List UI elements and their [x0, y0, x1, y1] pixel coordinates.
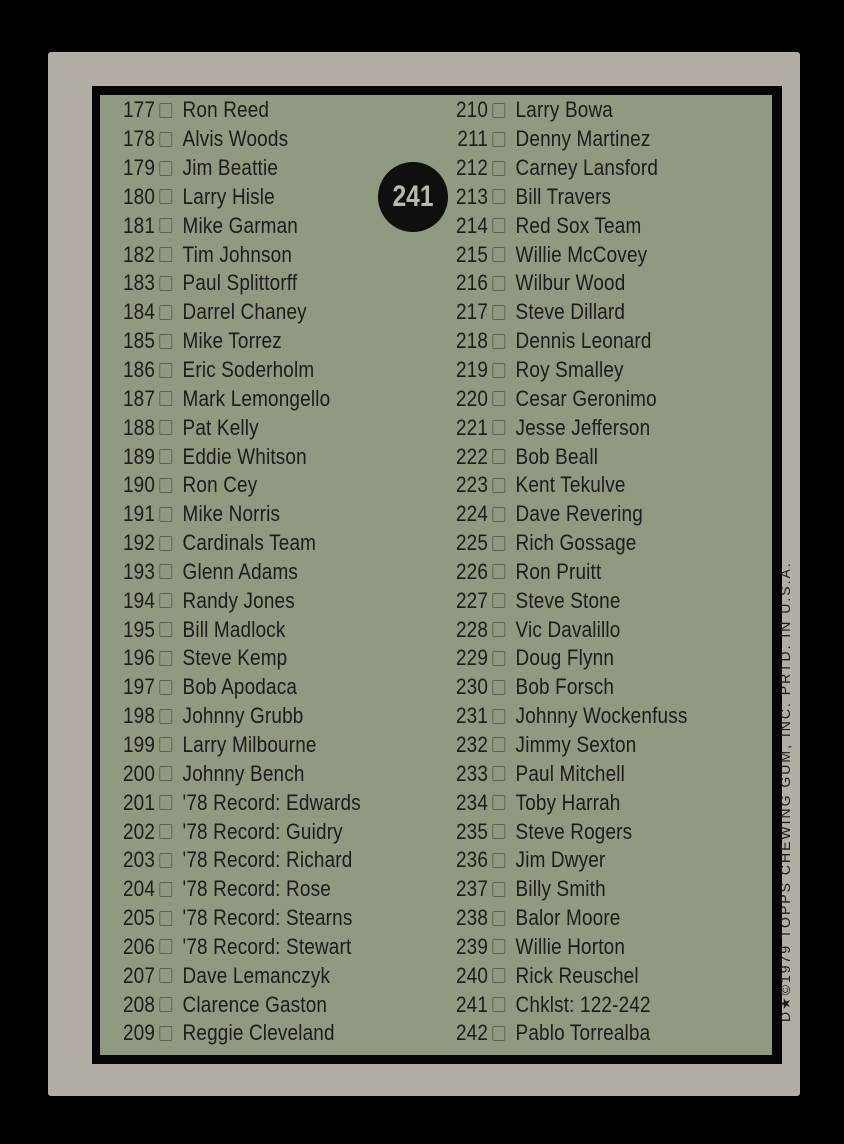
checkbox[interactable]: [159, 997, 172, 1012]
player-name: Toby Harrah: [515, 789, 621, 815]
checklist-item: [433, 413, 687, 442]
card-number-label: 225: [455, 530, 489, 556]
card-number-label: 222: [455, 443, 489, 469]
card-number-label: 193: [122, 558, 156, 584]
card-number-label: 226: [455, 558, 489, 584]
checklist-item: [100, 298, 361, 327]
card-number-label: 186: [122, 357, 156, 383]
checklist-item: [433, 183, 687, 212]
card-number-label: 190: [122, 472, 156, 498]
checkbox[interactable]: [492, 651, 505, 666]
player-name: Ron Cey: [182, 472, 258, 498]
card-number: 241: [392, 180, 434, 213]
card-number-label: 208: [122, 991, 156, 1017]
checkbox[interactable]: [159, 968, 172, 983]
player-name: Johnny Bench: [182, 760, 305, 786]
checklist-item: [100, 413, 361, 442]
checkbox[interactable]: [159, 651, 172, 666]
checkbox[interactable]: [492, 449, 505, 464]
card-number-label: 200: [122, 760, 156, 786]
card-number-label: 183: [122, 270, 156, 296]
checklist-item: [100, 211, 361, 240]
card-number-label: 206: [122, 933, 156, 959]
card-number-label: 228: [455, 616, 489, 642]
player-name: Bill Travers: [515, 183, 612, 209]
checklist-item: [100, 731, 361, 760]
player-name: Mike Torrez: [182, 328, 282, 354]
checkbox[interactable]: [492, 218, 505, 233]
player-name: Rick Reuschel: [515, 962, 639, 988]
checklist-item: [100, 471, 361, 500]
checkbox[interactable]: [159, 305, 172, 320]
card-number-label: 182: [122, 241, 156, 267]
card-number-label: 178: [122, 126, 156, 152]
player-name: Chklst: 122-242: [515, 991, 651, 1017]
card-number-label: 238: [455, 905, 489, 931]
checkbox[interactable]: [159, 478, 172, 493]
player-name: Bill Madlock: [182, 616, 286, 642]
player-name: Pat Kelly: [182, 414, 259, 440]
checklist-item: [433, 817, 687, 846]
player-name: Alvis Woods: [182, 126, 289, 152]
player-name: Clarence Gaston: [182, 991, 328, 1017]
card-number-label: 203: [122, 847, 156, 873]
checklist-item: [433, 327, 687, 356]
player-name: Dave Lemanczyk: [182, 962, 331, 988]
checkbox[interactable]: [159, 939, 172, 954]
player-name: Randy Jones: [182, 587, 295, 613]
checkbox[interactable]: [492, 247, 505, 262]
player-name: Bob Beall: [515, 443, 599, 469]
card-number-label: 232: [455, 731, 489, 757]
checkbox[interactable]: [492, 968, 505, 983]
player-name: Bob Forsch: [515, 674, 615, 700]
checklist-item: [433, 298, 687, 327]
player-name: Cesar Geronimo: [515, 385, 657, 411]
player-name: '78 Record: Edwards: [182, 789, 361, 815]
checkbox[interactable]: [492, 853, 505, 868]
card-number-label: 216: [455, 270, 489, 296]
card-number-label: 210: [455, 97, 489, 123]
card-number-label: 196: [122, 645, 156, 671]
checklist-item: [433, 125, 687, 154]
card-number-label: 202: [122, 818, 156, 844]
checkbox[interactable]: [159, 795, 172, 810]
card-number-label: 230: [455, 674, 489, 700]
player-name: Balor Moore: [515, 905, 621, 931]
player-name: '78 Record: Stearns: [182, 905, 353, 931]
checkbox[interactable]: [159, 161, 172, 176]
checkbox[interactable]: [159, 420, 172, 435]
checklist-item: [100, 615, 361, 644]
checkbox[interactable]: [492, 766, 505, 781]
checklist-item: [433, 788, 687, 817]
player-name: Eric Soderholm: [182, 357, 315, 383]
checkbox[interactable]: [159, 218, 172, 233]
checkbox[interactable]: [492, 680, 505, 695]
player-name: Mark Lemongello: [182, 385, 331, 411]
right-column: [433, 96, 729, 1048]
card-number-label: 201: [122, 789, 156, 815]
player-name: Vic Davalillo: [515, 616, 621, 642]
player-name: Steve Stone: [515, 587, 621, 613]
checklist-item: [100, 817, 361, 846]
checkbox[interactable]: [492, 737, 505, 752]
player-name: Dave Revering: [515, 501, 643, 527]
player-name: Larry Milbourne: [182, 731, 317, 757]
checkbox[interactable]: [159, 247, 172, 262]
checkbox[interactable]: [492, 334, 505, 349]
checkbox[interactable]: [159, 1026, 172, 1041]
card-number-label: 221: [455, 414, 489, 440]
checklist-item: [433, 384, 687, 413]
checkbox[interactable]: [159, 824, 172, 839]
checkbox[interactable]: [159, 622, 172, 637]
checklist-item: [100, 125, 361, 154]
checkbox[interactable]: [159, 564, 172, 579]
card-number-label: 181: [122, 212, 156, 238]
checkbox[interactable]: [159, 680, 172, 695]
checklist-item: [100, 384, 361, 413]
player-name: Willie Horton: [515, 933, 626, 959]
checkbox[interactable]: [492, 709, 505, 724]
checklist-item: [100, 875, 361, 904]
checklist-item: [433, 442, 687, 471]
checklist-item: [433, 846, 687, 875]
checklist-item: [100, 269, 361, 298]
player-name: Steve Dillard: [515, 299, 626, 325]
player-name: Tim Johnson: [182, 241, 293, 267]
player-name: Jesse Jefferson: [515, 414, 651, 440]
card-number-label: 235: [455, 818, 489, 844]
checklist-item: [100, 558, 361, 587]
card-number-label: 195: [122, 616, 156, 642]
checklist-item: [433, 932, 687, 961]
checklist-item: [433, 356, 687, 385]
card-number-label: 241: [455, 991, 489, 1017]
card-number-label: 215: [455, 241, 489, 267]
checklist-item: [433, 875, 687, 904]
checklist-item: [433, 211, 687, 240]
card-number-label: 242: [455, 1020, 489, 1046]
checkbox[interactable]: [492, 1026, 505, 1041]
player-name: Paul Splittorff: [182, 270, 298, 296]
card-number-label: 191: [122, 501, 156, 527]
card-number-label: 236: [455, 847, 489, 873]
player-name: Reggie Cleveland: [182, 1020, 335, 1046]
checkbox[interactable]: [492, 593, 505, 608]
player-name: Cardinals Team: [182, 530, 317, 556]
checkbox[interactable]: [159, 449, 172, 464]
checklist-item: [433, 529, 687, 558]
card-number-label: 180: [122, 183, 156, 209]
card-number-label: 199: [122, 731, 156, 757]
player-name: Mike Norris: [182, 501, 281, 527]
checklist-item: [433, 500, 687, 529]
checklist-item: [433, 731, 687, 760]
checkbox[interactable]: [492, 305, 505, 320]
checklist-item: [100, 356, 361, 385]
checklist-item: [100, 788, 361, 817]
card-number-label: 205: [122, 905, 156, 931]
player-name: Darrel Chaney: [182, 299, 307, 325]
player-name: Paul Mitchell: [515, 760, 626, 786]
checklist-item: [433, 240, 687, 269]
checklist-item: [100, 644, 361, 673]
player-name: '78 Record: Richard: [182, 847, 353, 873]
card-number-label: 179: [122, 155, 156, 181]
checklist-item: [100, 96, 361, 125]
checkbox[interactable]: [159, 911, 172, 926]
checklist-item: [433, 96, 687, 125]
card-number-label: 187: [122, 385, 156, 411]
checkbox[interactable]: [159, 189, 172, 204]
card-number-label: 197: [122, 674, 156, 700]
card-number-label: 217: [455, 299, 489, 325]
player-name: Jim Dwyer: [515, 847, 606, 873]
player-name: Johnny Grubb: [182, 703, 304, 729]
card-number-label: 234: [455, 789, 489, 815]
checkbox[interactable]: [159, 334, 172, 349]
card-number-label: 204: [122, 876, 156, 902]
player-name: Wilbur Wood: [515, 270, 626, 296]
card-number-label: 214: [455, 212, 489, 238]
card-number-label: 212: [455, 155, 489, 181]
checklist-item: [100, 702, 361, 731]
checkbox[interactable]: [159, 132, 172, 147]
checkbox[interactable]: [492, 795, 505, 810]
player-name: Johnny Wockenfuss: [515, 703, 688, 729]
card-number-label: 209: [122, 1020, 156, 1046]
checkbox[interactable]: [159, 593, 172, 608]
checklist-item: [433, 904, 687, 933]
checkbox[interactable]: [492, 824, 505, 839]
checkbox[interactable]: [159, 882, 172, 897]
card-number-label: 237: [455, 876, 489, 902]
checklist-item: [433, 673, 687, 702]
checklist-item: [100, 846, 361, 875]
card-number-label: 231: [455, 703, 489, 729]
checklist-item: [100, 586, 361, 615]
player-name: Carney Lansford: [515, 155, 659, 181]
checklist-item: [433, 759, 687, 788]
player-name: Eddie Whitson: [182, 443, 307, 469]
checklist-item: [100, 1019, 361, 1048]
player-name: '78 Record: Rose: [182, 876, 331, 902]
checklist-item: [433, 615, 687, 644]
card-number-label: 229: [455, 645, 489, 671]
player-name: Ron Reed: [182, 97, 270, 123]
checkbox[interactable]: [492, 363, 505, 378]
left-column: [100, 96, 403, 1048]
checkbox[interactable]: [159, 391, 172, 406]
player-name: Mike Garman: [182, 212, 299, 238]
checkbox[interactable]: [492, 536, 505, 551]
card-number-label: 184: [122, 299, 156, 325]
player-name: Glenn Adams: [182, 558, 299, 584]
card-number-label: 239: [455, 933, 489, 959]
checklist-item: [433, 1019, 687, 1048]
player-name: '78 Record: Guidry: [182, 818, 343, 844]
checkbox[interactable]: [492, 911, 505, 926]
checkbox[interactable]: [159, 709, 172, 724]
checkbox[interactable]: [492, 622, 505, 637]
checklist-item: [433, 702, 687, 731]
checkbox[interactable]: [492, 161, 505, 176]
checkbox[interactable]: [492, 997, 505, 1012]
card-number-label: 189: [122, 443, 156, 469]
card-number-label: 185: [122, 328, 156, 354]
card-number-label: 240: [455, 962, 489, 988]
card-number-label: 233: [455, 760, 489, 786]
checklist-item: [433, 990, 687, 1019]
checklist-item: [100, 673, 361, 702]
checkbox[interactable]: [492, 103, 505, 118]
checklist-item: [100, 154, 361, 183]
card-number-label: 198: [122, 703, 156, 729]
checkbox[interactable]: [492, 939, 505, 954]
checkbox[interactable]: [492, 132, 505, 147]
checkbox[interactable]: [159, 276, 172, 291]
checklist-item: [433, 471, 687, 500]
player-name: Billy Smith: [515, 876, 606, 902]
checklist-item: [433, 961, 687, 990]
checkbox[interactable]: [492, 478, 505, 493]
checklist-item: [100, 327, 361, 356]
copyright-imprint: D★©1979 TOPPS CHEWING GUM, INC. PRTD. IN U.S.A.: [777, 561, 793, 1022]
card-number-label: 219: [455, 357, 489, 383]
checkbox[interactable]: [159, 536, 172, 551]
checkbox[interactable]: [159, 766, 172, 781]
checkbox[interactable]: [492, 391, 505, 406]
player-name: Willie McCovey: [515, 241, 648, 267]
player-name: Dennis Leonard: [515, 328, 652, 354]
checkbox[interactable]: [492, 276, 505, 291]
player-name: Pablo Torrealba: [515, 1020, 651, 1046]
player-name: Bob Apodaca: [182, 674, 298, 700]
card-number-badge: [378, 162, 448, 232]
card-number-label: 213: [455, 183, 489, 209]
player-name: Kent Tekulve: [515, 472, 626, 498]
checkbox[interactable]: [492, 882, 505, 897]
player-name: Jim Beattie: [182, 155, 279, 181]
checklist-item: [433, 269, 687, 298]
checkbox[interactable]: [159, 507, 172, 522]
player-name: Rich Gossage: [515, 530, 637, 556]
checklist-item: [100, 529, 361, 558]
checklist-item: [100, 240, 361, 269]
card-number-label: 177: [122, 97, 156, 123]
checkbox[interactable]: [159, 853, 172, 868]
checklist-item: [433, 558, 687, 587]
checklist-item: [100, 759, 361, 788]
player-name: Larry Bowa: [515, 97, 613, 123]
checklist-item: [100, 442, 361, 471]
checklist-item: [100, 990, 361, 1019]
player-name: Jimmy Sexton: [515, 731, 637, 757]
card-number-label: 223: [455, 472, 489, 498]
card-number-label: 224: [455, 501, 489, 527]
player-name: Larry Hisle: [182, 183, 275, 209]
player-name: Steve Rogers: [515, 818, 633, 844]
checklist-item: [433, 154, 687, 183]
checkbox[interactable]: [159, 363, 172, 378]
checkbox[interactable]: [159, 737, 172, 752]
player-name: Doug Flynn: [515, 645, 615, 671]
card-number-label: 220: [455, 385, 489, 411]
player-name: Red Sox Team: [515, 212, 642, 238]
checklist-item: [100, 500, 361, 529]
checkbox[interactable]: [492, 507, 505, 522]
checklist-item: [100, 904, 361, 933]
checklist-item: [100, 183, 361, 212]
checkbox[interactable]: [492, 189, 505, 204]
card-number-label: 218: [455, 328, 489, 354]
card-number-label: 227: [455, 587, 489, 613]
player-name: Denny Martinez: [515, 126, 651, 152]
card-number-label: 211: [457, 126, 489, 152]
checklist-item: [100, 932, 361, 961]
player-name: Steve Kemp: [182, 645, 288, 671]
card-number-label: 192: [122, 530, 156, 556]
checklist-item: [433, 586, 687, 615]
checkbox[interactable]: [492, 420, 505, 435]
checklist-item: [433, 644, 687, 673]
card-number-label: 194: [122, 587, 156, 613]
checkbox[interactable]: [492, 564, 505, 579]
player-name: Roy Smalley: [515, 357, 624, 383]
checkbox[interactable]: [159, 103, 172, 118]
card-number-label: 188: [122, 414, 156, 440]
player-name: Ron Pruitt: [515, 558, 602, 584]
card-number-label: 207: [122, 962, 156, 988]
player-name: '78 Record: Stewart: [182, 933, 352, 959]
checklist-item: [100, 961, 361, 990]
